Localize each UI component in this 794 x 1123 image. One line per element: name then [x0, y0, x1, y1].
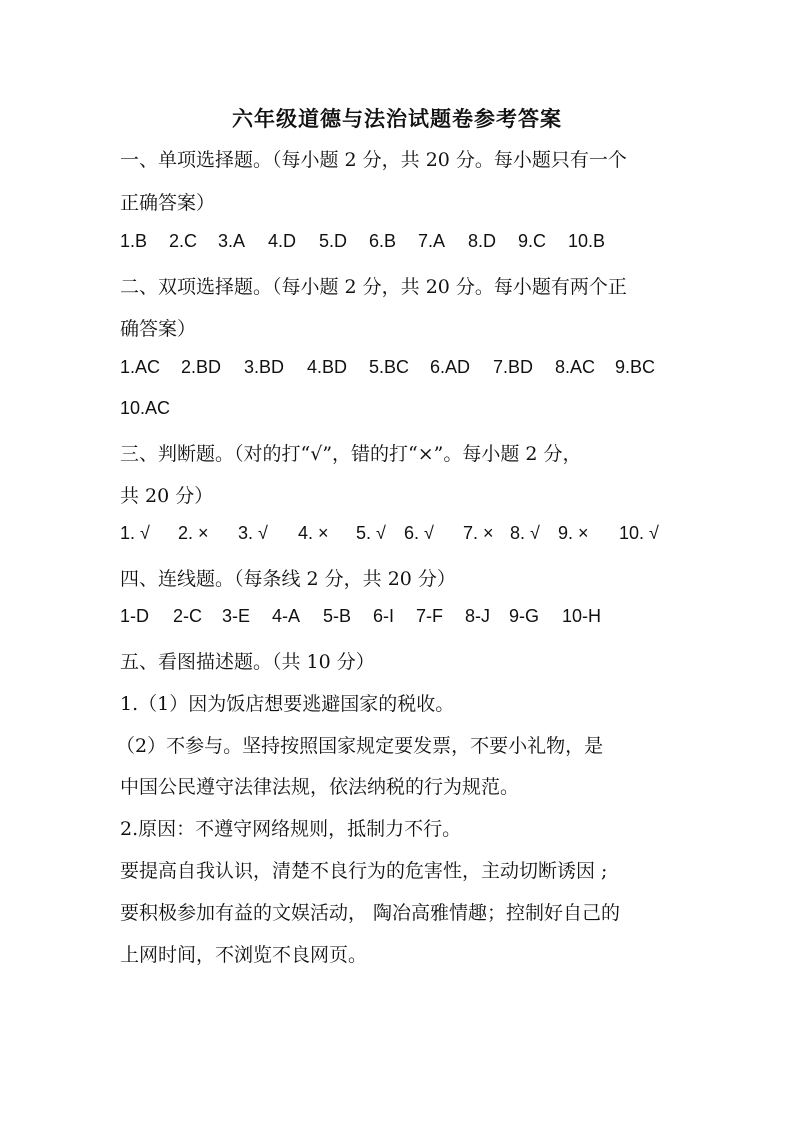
section1-answers: [0, 231, 794, 259]
answer-item: 9.C: [518, 231, 547, 251]
section5-line: 1.（1）因为饭店想要逃避国家的税收。: [120, 693, 455, 715]
section5-line: 中国公民遵守法律法规，依法纳税的行为规范。: [120, 776, 520, 798]
answer-item: 4.BD: [307, 357, 348, 377]
section3-heading-line2: 共 20 分）: [120, 485, 214, 507]
section5-line: （2）不参与。坚持按照国家规定要发票，不要小礼物，是: [116, 735, 604, 757]
answer-item: 6.B: [369, 231, 397, 251]
answer-item: 1. √: [120, 523, 150, 543]
section5-line: 2.原因：不遵守网络规则，抵制力不行。: [120, 818, 462, 840]
answer-item: 8-J: [465, 606, 491, 626]
answer-item: 8.D: [468, 231, 497, 251]
section5-line: 要提高自我认识，清楚不良行为的危害性，主动切断诱因 ;: [120, 860, 608, 882]
answer-item: 3.A: [218, 231, 246, 251]
answer-item: 2.BD: [181, 357, 222, 377]
section5-line: 上网时间，不浏览不良网页。: [120, 944, 368, 966]
answer-item: 10-H: [562, 606, 602, 626]
answer-item: 7.BD: [493, 357, 534, 377]
answer-item: 9-G: [509, 606, 540, 626]
answer-item: 4.D: [268, 231, 297, 251]
answer-item: 1.B: [120, 231, 148, 251]
answer-item: 5. √: [356, 523, 386, 543]
answer-item: 2-C: [173, 606, 203, 626]
answer-item: 10.AC: [120, 398, 171, 418]
section2-answers-row2: [0, 398, 794, 426]
answer-item: 7. ×: [463, 523, 494, 543]
answer-item: 10.B: [568, 231, 606, 251]
section2-heading-line1: 二、双项选择题。（每小题 2 分，共 20 分。每小题有两个正: [120, 276, 627, 298]
answer-item: 10. √: [619, 523, 659, 543]
section4-heading: 四、连线题。（每条线 2 分，共 20 分）: [120, 568, 456, 590]
section3-answers: [0, 523, 794, 551]
answer-item: 6.AD: [430, 357, 471, 377]
section2-answers-row1: [0, 357, 794, 385]
answer-item: 1-D: [120, 606, 150, 626]
answer-item: 3. √: [238, 523, 268, 543]
section1-heading-line2: 正确答案）: [120, 192, 216, 214]
answer-item: 6-I: [373, 606, 395, 626]
answer-item: 2. ×: [178, 523, 209, 543]
answer-item: 7-F: [416, 606, 443, 626]
section1-heading-line1: 一、单项选择题。（每小题 2 分，共 20 分。每小题只有一个: [120, 149, 627, 171]
page-title: 六年级道德与法治试题卷参考答案: [232, 106, 562, 131]
answer-item: 5.D: [319, 231, 348, 251]
answer-item: 3.BD: [244, 357, 285, 377]
answer-item: 8.AC: [555, 357, 596, 377]
section4-answers: [0, 606, 794, 634]
answer-item: 7.A: [418, 231, 446, 251]
answer-item: 2.C: [169, 231, 198, 251]
answer-item: 8. √: [510, 523, 540, 543]
section5-heading: 五、看图描述题。（共 10 分）: [120, 651, 375, 673]
answer-item: 5-B: [323, 606, 352, 626]
answer-item: 9. ×: [558, 523, 589, 543]
section2-heading-line2: 确答案）: [120, 318, 197, 340]
answer-item: 4. ×: [298, 523, 329, 543]
section3-heading-line1: 三、判断题。（对的打“√”，错的打“×”。每小题 2 分，: [120, 443, 582, 465]
answer-item: 1.AC: [120, 357, 161, 377]
answer-item: 4-A: [272, 606, 301, 626]
answer-item: 6. √: [404, 523, 434, 543]
answer-item: 5.BC: [369, 357, 410, 377]
answer-item: 9.BC: [615, 357, 656, 377]
answer-item: 3-E: [222, 606, 251, 626]
section5-line: 要积极参加有益的文娱活动， 陶冶高雅情趣；控制好自己的: [120, 902, 621, 924]
